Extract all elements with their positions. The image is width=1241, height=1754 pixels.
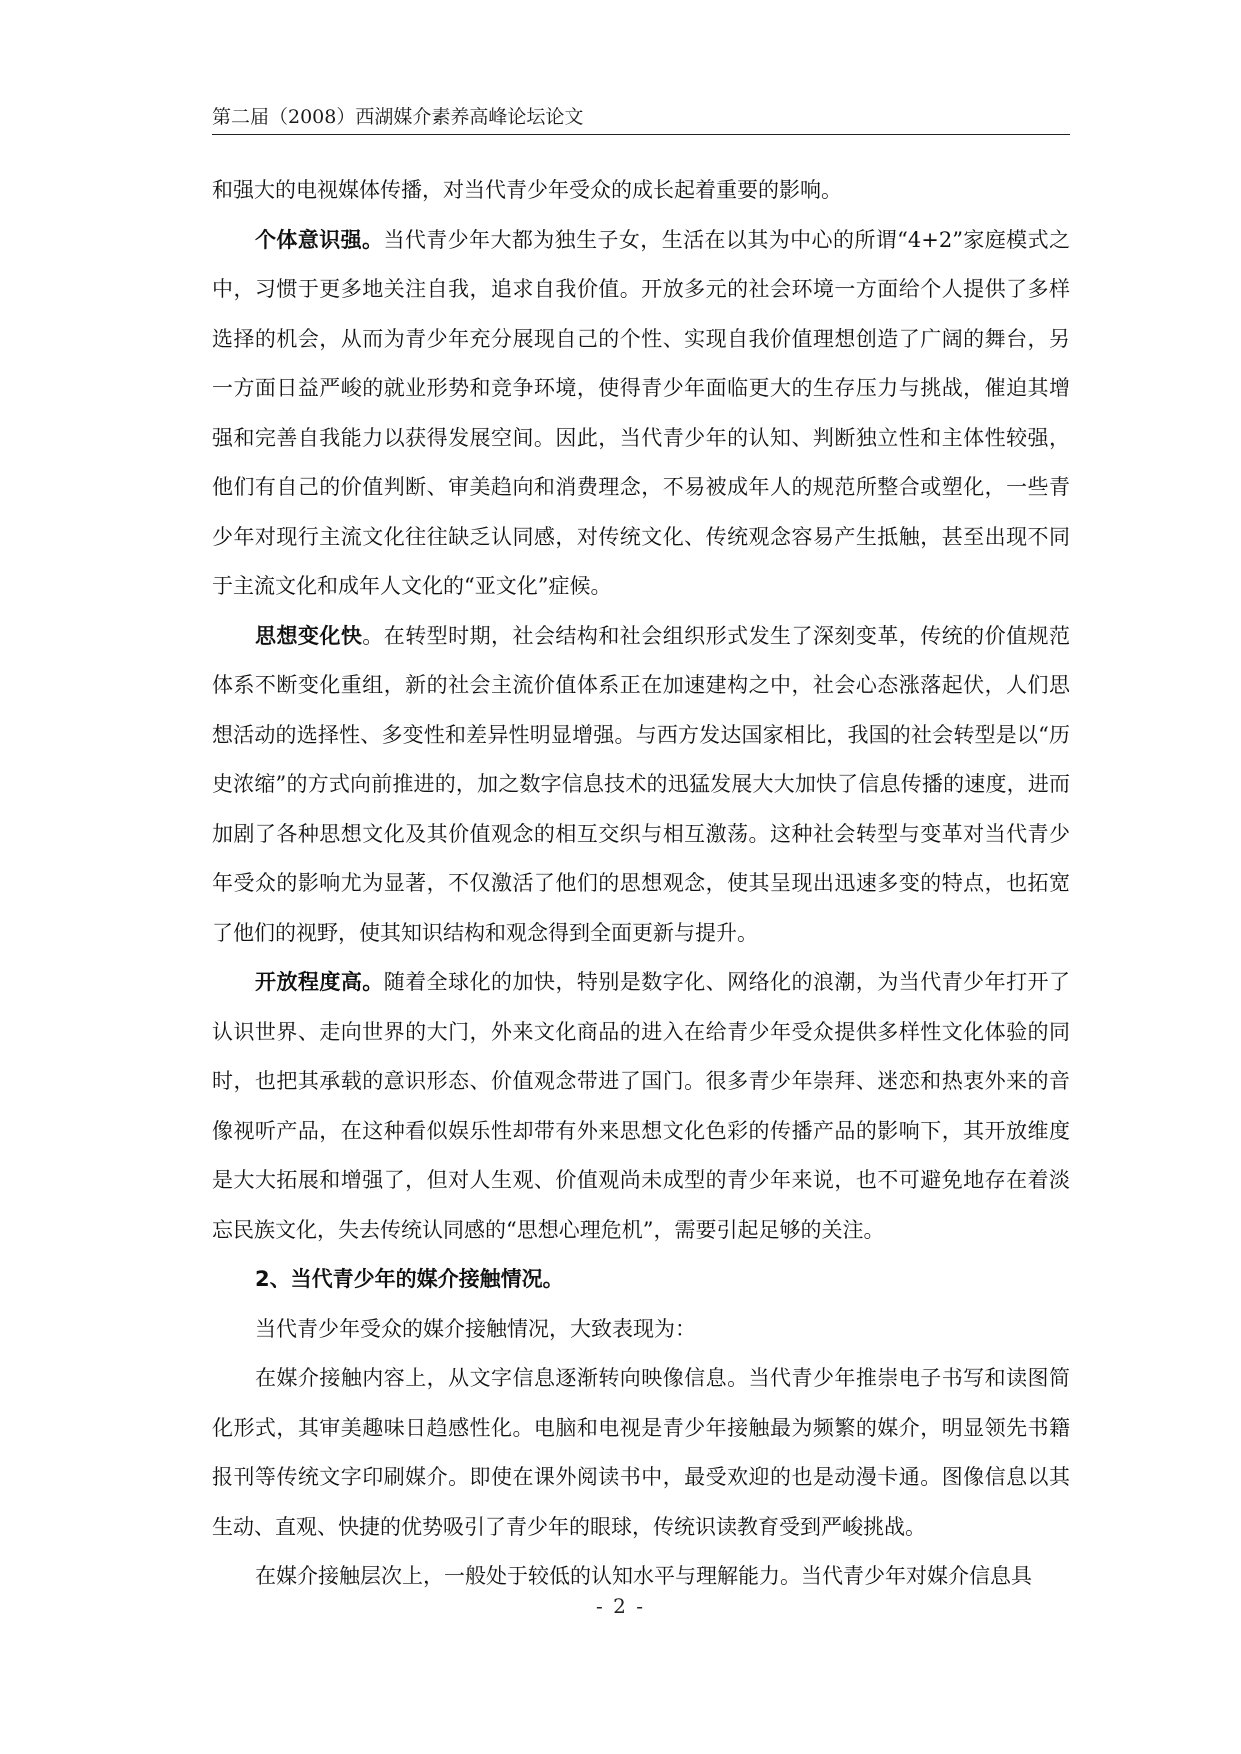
paragraph-text: 。在转型时期，社会结构和社会组织形式发生了深刻变革，传统的价值规范体系不断变化重组，新的社会主流价值体系正在加速建构之中，社会心态涨落起伏，人们思想活动的选择性、多变性和差异性明显增强。与西方发达国家相比，我国的社会转型是以“历史浓缩”的方式向前推进的，加之数字信息技术的迅猛发展大大加快了信息传播的速度，进而加剧了各种思想文化及其价值观念的相互交织与相互激荡。这种社会转型与变革对当代青少年受众的影响尤为显著，不仅激活了他们的思想观念，使其呈现出迅速多变的特点，也拓宽了他们的视野，使其知识结构和观念得到全面更新与提升。 xyxy=(212,623,1070,945)
document-body xyxy=(212,166,1070,1602)
paragraph-lead: 开放程度高。 xyxy=(255,970,384,994)
section-heading: 2、当代青少年的媒介接触情况。 xyxy=(255,1267,564,1291)
paragraph-individual-awareness xyxy=(212,216,1070,612)
paragraph-fast-change xyxy=(212,612,1070,959)
header-rule xyxy=(212,134,1070,135)
paragraph-media-level: 在媒介接触层次上，一般处于较低的认知水平与理解能力。当代青少年对媒介信息具 xyxy=(255,1564,1032,1588)
paragraph-continuation: 和强大的电视媒体传播，对当代青少年受众的成长起着重要的影响。 xyxy=(212,178,842,202)
paragraph-lead: 思想变化快 xyxy=(255,623,363,648)
paragraph-lead: 个体意识强。 xyxy=(255,227,384,252)
paragraph-media-intro: 当代青少年受众的媒介接触情况，大致表现为： xyxy=(255,1316,696,1341)
paragraph-openness xyxy=(212,958,1070,1255)
paragraph-text: 当代青少年大都为独生子女，生活在以其为中心的所谓“4+2”家庭模式之中，习惯于更多地关注自我，追求自我价值。开放多元的社会环境一方面给个人提供了多样选择的机会，从而为青少年充分展现自己的个性、实现自我价值理想创造了广阔的舞台，另一方面日益严峻的就业形势和竞争环境，使得青少年面临更大的生存压力与挑战，催迫其增强和完善自我能力以获得发展空间。因此，当代青少年的认知、判断独立性和主体性较强，他们有自己的价值判断、审美趋向和消费理念，不易被成年人的规范所整合或塑化，一些青少年对现行主流文化往往缺乏认同感，对传统文化、传统观念容易产生抵触，甚至出现不同于主流文化和成年人文化的“亚文化”症候。 xyxy=(212,227,1070,598)
page-number: - 2 - xyxy=(596,1594,645,1618)
paragraph-text: 随着全球化的加快，特别是数字化、网络化的浪潮，为当代青少年打开了认识世界、走向世界的大门，外来文化商品的进入在给青少年受众提供多样性文化体验的同时，也把其承载的意识形态、价值观念带进了国门。很多青少年崇拜、迷恋和热衷外来的音像视听产品，在这种看似娱乐性却带有外来思想文化色彩的传播产品的影响下，其开放维度是大大拓展和增强了，但对人生观、价值观尚未成型的青少年来说，也不可避免地存在着淡忘民族文化，失去传统认同感的“思想心理危机”，需要引起足够的关注。 xyxy=(212,970,1071,1242)
running-header: 第二届（2008）西湖媒介素养高峰论坛论文 xyxy=(212,106,584,128)
paragraph-media-content: 在媒介接触内容上，从文字信息逐渐转向映像信息。当代青少年推崇电子书写和读图简化形式，其审美趣味日趋感性化。电脑和电视是青少年接触最为频繁的媒介，明显领先书籍报刊等传统文字印刷媒介。即使在课外阅读书中，最受欢迎的也是动漫卡通。图像信息以其生动、直观、快捷的优势吸引了青少年的眼球，传统识读教育受到严峻挑战。 xyxy=(212,1366,1070,1539)
